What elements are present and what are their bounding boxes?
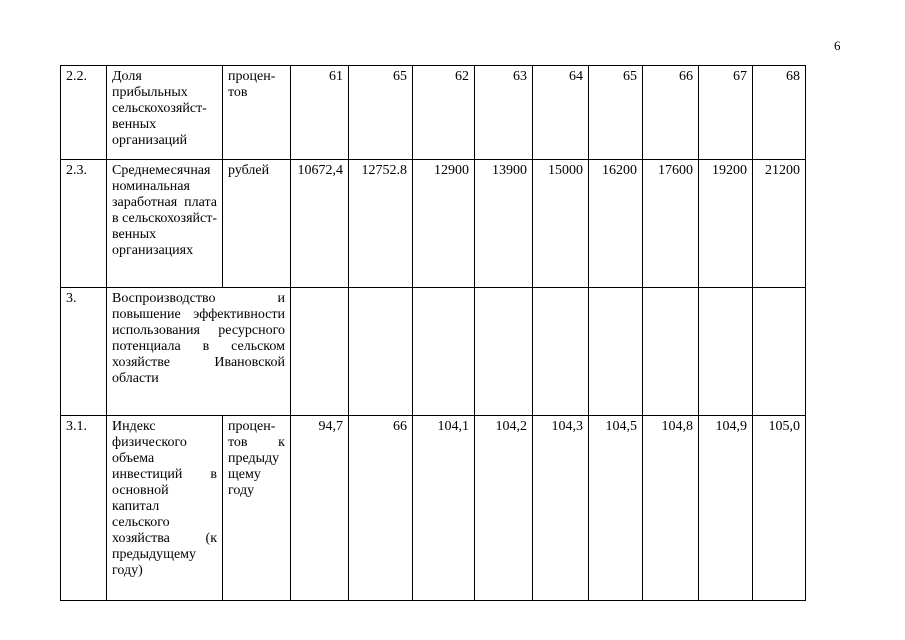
value-cell (349, 288, 413, 416)
row-unit-text: процен-тов к предыду щему году (228, 419, 285, 498)
value-cell (413, 288, 475, 416)
row-name (107, 160, 223, 288)
row-name-text: Воспроизводство и повышение эффективности использования ресурсного потенциала в сельском хозяйстве Ивановской области (112, 291, 285, 386)
value-cell: 19200 (699, 160, 753, 288)
table-row (61, 416, 806, 601)
page-number: 6 (834, 38, 841, 53)
value-cell (589, 288, 643, 416)
value-cell (291, 288, 349, 416)
value-cell: 62 (413, 66, 475, 160)
table-row (61, 160, 806, 288)
value-cell: 15000 (533, 160, 589, 288)
indicators-table (60, 65, 806, 601)
value-cell: 17600 (643, 160, 699, 288)
row-name (107, 416, 223, 601)
row-unit (223, 160, 291, 288)
value-cell: 104,5 (589, 416, 643, 601)
value-cell: 61 (291, 66, 349, 160)
row-name (107, 288, 291, 416)
value-cell: 65 (349, 66, 413, 160)
row-unit (223, 416, 291, 601)
row-name (107, 66, 223, 160)
row-unit-text: рублей (228, 163, 270, 178)
value-cell: 12900 (413, 160, 475, 288)
value-cell: 104,9 (699, 416, 753, 601)
value-cell: 68 (753, 66, 806, 160)
value-cell: 10672,4 (291, 160, 349, 288)
value-cell (475, 288, 533, 416)
row-unit (223, 66, 291, 160)
value-cell: 104,1 (413, 416, 475, 601)
value-cell: 13900 (475, 160, 533, 288)
value-cell: 64 (533, 66, 589, 160)
value-cell: 67 (699, 66, 753, 160)
row-name-text: Доля прибыльных сельскохозяйст-венных организаций (112, 69, 207, 148)
value-cell (533, 288, 589, 416)
value-cell: 21200 (753, 160, 806, 288)
row-code: 3.1. (61, 416, 107, 601)
value-cell: 65 (589, 66, 643, 160)
value-cell: 104,2 (475, 416, 533, 601)
value-cell (699, 288, 753, 416)
value-cell: 105,0 (753, 416, 806, 601)
value-cell: 12752.8 (349, 160, 413, 288)
value-cell: 104,3 (533, 416, 589, 601)
row-name-text: Среднемесячная номинальная заработная плата в сельскохозяйст-венных организациях (112, 163, 217, 258)
value-cell (643, 288, 699, 416)
row-code: 3. (61, 288, 107, 416)
value-cell: 16200 (589, 160, 643, 288)
row-name-text: Индекс физического объема инвестиций в основной капитал сельского хозяйства (к предыдущему году) (112, 419, 217, 578)
row-unit-text: процен-тов (228, 69, 276, 100)
row-code: 2.3. (61, 160, 107, 288)
value-cell: 104,8 (643, 416, 699, 601)
value-cell (753, 288, 806, 416)
value-cell: 94,7 (291, 416, 349, 601)
value-cell: 66 (349, 416, 413, 601)
table-row (61, 288, 806, 416)
value-cell: 63 (475, 66, 533, 160)
table-row (61, 66, 806, 160)
row-code: 2.2. (61, 66, 107, 160)
value-cell: 66 (643, 66, 699, 160)
